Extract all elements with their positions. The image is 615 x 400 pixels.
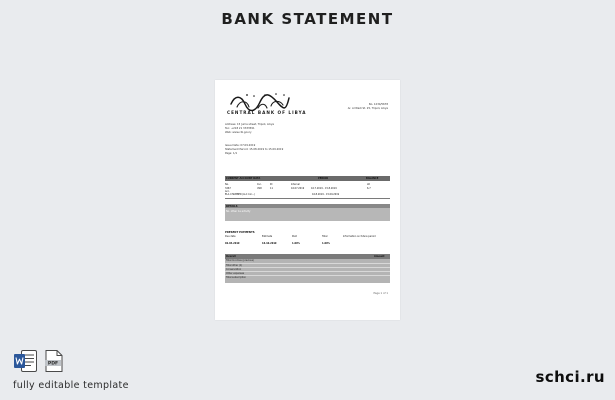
details-title: DETAILS	[226, 204, 238, 208]
summary-row	[225, 275, 390, 279]
account-short-label: Acc.	[225, 190, 230, 193]
account-currency-value: USD	[257, 187, 262, 190]
account-header-left: CURRENT ACCOUNT DATA	[226, 176, 261, 180]
account-table-divider	[225, 198, 390, 199]
statement-info-1: Issue Date: 07.09.2019	[225, 144, 256, 147]
payments-col-3: Paid	[292, 235, 297, 238]
bank-name: CENTRAL BANK OF LIBYA	[227, 110, 307, 115]
address-line-3: Web: www.cbl.gov.ly	[225, 131, 252, 134]
details-header-band	[225, 204, 390, 208]
payments-value-1: 02.04.2019	[225, 242, 240, 245]
header-number: No. 1234/5678	[368, 103, 388, 106]
payments-value-2: 16.10.2019	[262, 242, 277, 245]
site-watermark: schci.ru	[535, 368, 605, 386]
word-icon	[13, 349, 38, 373]
payments-title: PRESENT PAYMENTS	[225, 231, 255, 234]
account-header-middle: PERIOD	[318, 176, 329, 180]
payments-value-4: 1.00%	[322, 242, 330, 245]
payments-col-1: Due date	[225, 235, 236, 238]
account-col-id-label: ID	[270, 183, 273, 186]
payments-col-4: Total	[322, 235, 328, 238]
payments-value-3: 1.00%	[292, 242, 300, 245]
payments-col-5: Information on future period	[343, 235, 376, 238]
account-number-value: 3267	[225, 187, 231, 190]
account-col-balance-label: LD	[367, 183, 371, 186]
account-balance-value: 6.7	[367, 187, 371, 190]
account-col-number-label: No.	[225, 183, 229, 186]
svg-text:PDF: PDF	[47, 361, 59, 367]
details-line: No. other 1a activity	[226, 209, 251, 213]
file-format-icons	[13, 349, 68, 373]
account-col-interval-label: Interval	[291, 183, 300, 186]
account-table-header	[225, 176, 390, 181]
address-line-2: Tel.: +218 21 3333591	[225, 127, 255, 130]
statement-sheet	[215, 80, 400, 320]
payments-col-2: Estimate	[262, 235, 273, 238]
account-holder-name: ELA CHAMBER (LLC Cor...)	[225, 193, 255, 196]
account-interval-date: 16.07.2019	[291, 187, 305, 190]
summary-row-label: Total subscription	[226, 276, 247, 280]
summary-header-right: Amount	[374, 254, 385, 258]
summary-row-label: Total other (1)	[226, 264, 243, 268]
statement-info-3: Page: 1/1	[225, 152, 238, 155]
summary-header-left: Overall	[226, 254, 236, 258]
account-header-right: BALANCE	[366, 176, 379, 180]
summary-table	[225, 259, 390, 283]
details-section	[225, 204, 390, 221]
pdf-icon	[43, 349, 65, 373]
address-line-1: Address: 15 Juma street, Tripoli, Libya	[225, 123, 274, 126]
page-title: BANK STATEMENT	[221, 10, 394, 28]
summary-row-label: Other expenses	[226, 272, 245, 276]
account-col-currency-label: Cur.	[257, 183, 262, 186]
template-caption: fully editable template	[13, 380, 129, 391]
statement-info-2: Statement Period: 15.08.2019 to 15.09.2019	[225, 148, 284, 151]
account-period-range: 16.8.2019 - 15.09.2019	[312, 193, 340, 196]
summary-row-label: Total Incomes (previous)	[226, 259, 255, 263]
account-id-value: 11	[270, 187, 273, 190]
header-address: Ar. Al Wadi St. 25, Tripoli, Libya	[347, 107, 388, 110]
summary-row-label: Conservation	[226, 268, 242, 272]
account-period-value: 16.7.2019 - 15.8.2019	[311, 187, 337, 190]
page-footer: Page 1 of 1	[373, 292, 388, 295]
